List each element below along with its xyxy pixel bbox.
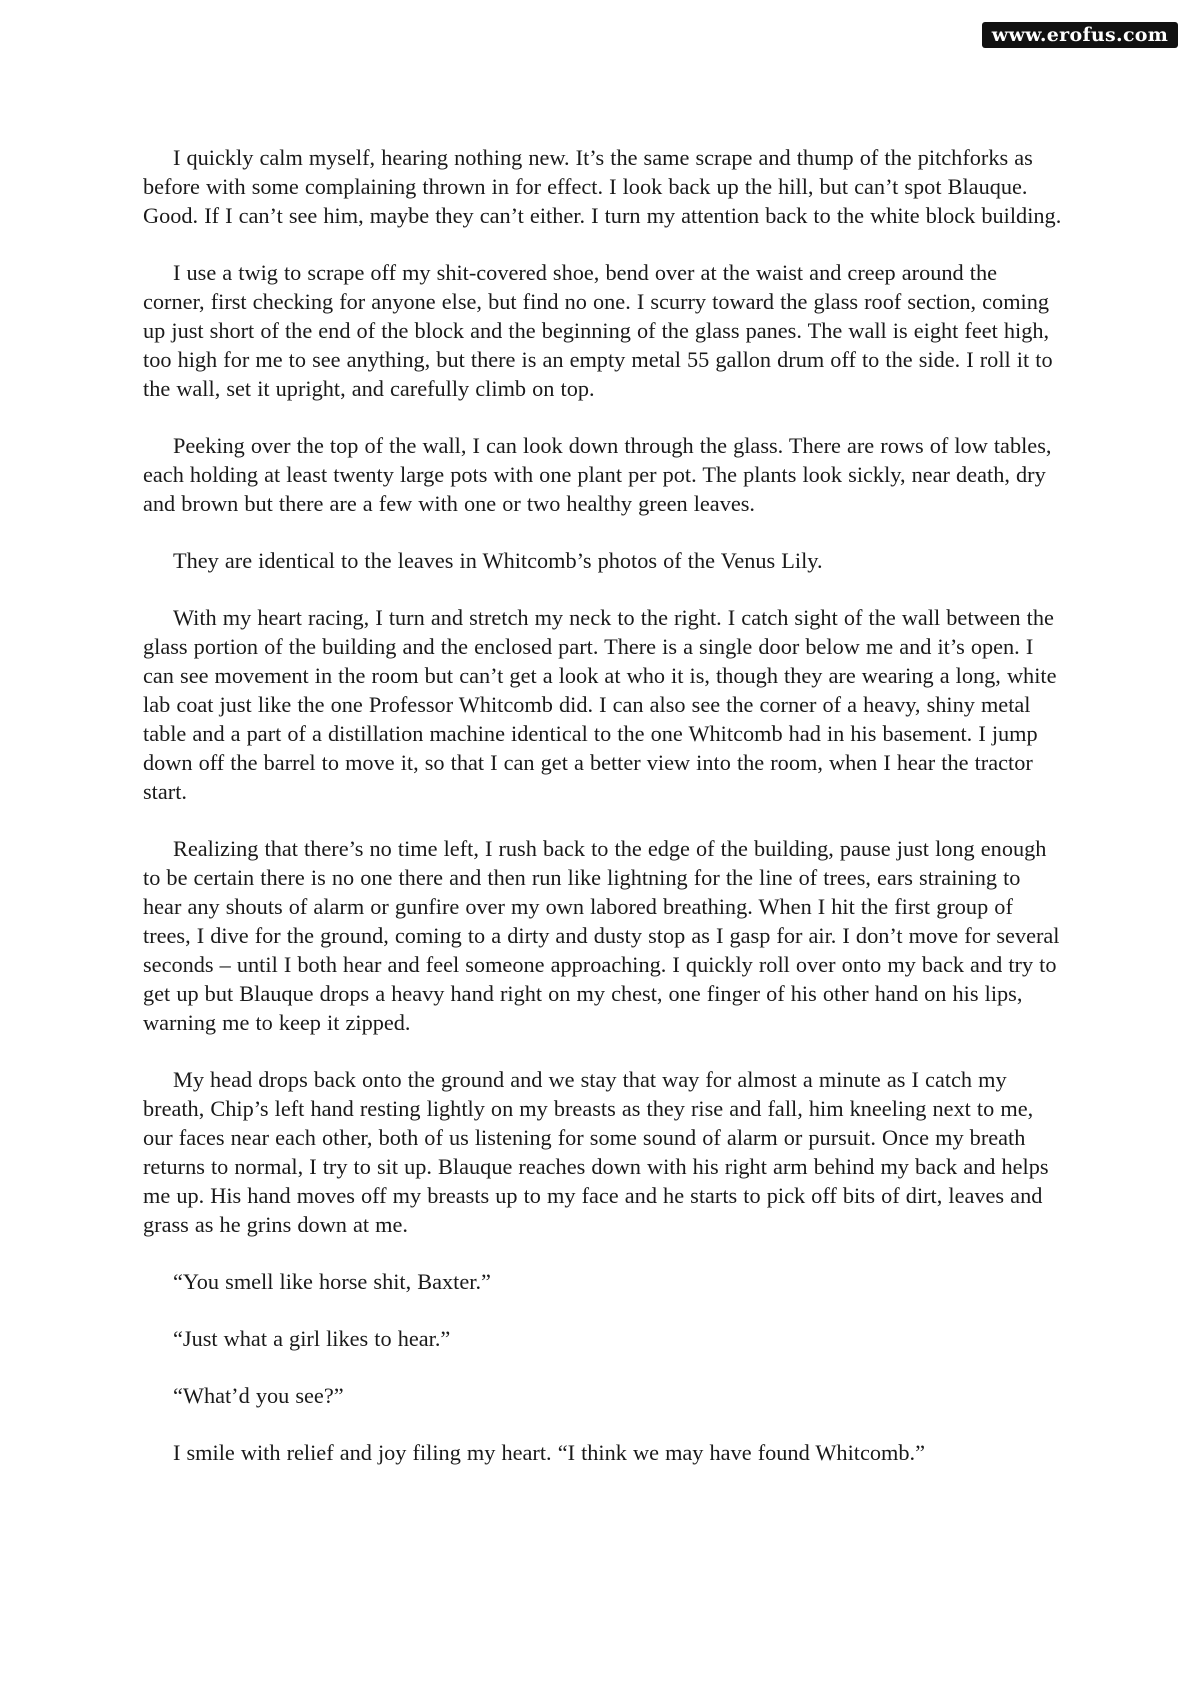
- page-text-body: [143, 143, 1063, 1495]
- site-watermark: www.erofus.com: [982, 22, 1178, 48]
- closing-line: I smile with relief and joy filing my heart. “I think we may have found Whitcomb.”: [173, 1440, 925, 1465]
- dialogue-line-2: “Just what a girl likes to hear.”: [173, 1326, 451, 1351]
- paragraph-5: With my heart racing, I turn and stretch my neck to the right. I catch sight of the wall between the glass portion of the building and the enclosed part. There is a single door below me and it’s open. I can see movement in the room but can’t get a look at who it is, though they are wearing a long, white lab coat just like the one Professor Whitcomb did. I can also see the corner of a heavy, shiny metal table and a part of a distillation machine identical to the one Whitcomb had in his basement. I jump down off the barrel to move it, so that I can get a better view into the room, when I hear the tractor start.: [143, 605, 1057, 804]
- paragraph-3: Peeking over the top of the wall, I can look down through the glass. There are rows of low tables, each holding at least twenty large pots with one plant per pot. The plants look sickly, near death, dry and brown but there are a few with one or two healthy green leaves.: [143, 433, 1052, 516]
- paragraph-7: My head drops back onto the ground and we stay that way for almost a minute as I catch my breath, Chip’s left hand resting lightly on my breasts as they rise and fall, him kneeling next to me, our faces near each other, both of us listening for some sound of alarm or pursuit. Once my breath returns to normal, I try to sit up. Blauque reaches down with his right arm behind my back and helps me up. His hand moves off my breasts up to my face and he starts to pick off bits of dirt, leaves and grass as he grins down at me.: [143, 1067, 1049, 1237]
- paragraph-4: They are identical to the leaves in Whitcomb’s photos of the Venus Lily.: [173, 548, 823, 573]
- paragraph-2: I use a twig to scrape off my shit-covered shoe, bend over at the waist and creep around the corner, first checking for anyone else, but find no one. I scurry toward the glass roof section, coming up just short of the end of the block and the beginning of the glass panes. The wall is eight feet high, too high for me to see anything, but there is an empty metal 55 gallon drum off to the side. I roll it to the wall, set it upright, and carefully climb on top.: [143, 260, 1053, 401]
- dialogue-line-3: “What’d you see?”: [173, 1383, 344, 1408]
- paragraph-6: Realizing that there’s no time left, I rush back to the edge of the building, pause just long enough to be certain there is no one there and then run like lightning for the line of trees, ears straining to hear any shouts of alarm or gunfire over my own labored breathing. When I hit the first group of trees, I dive for the ground, coming to a dirty and dusty stop as I gasp for air. I don’t move for several seconds – until I both hear and feel someone approaching. I quickly roll over onto my back and try to get up but Blauque drops a heavy hand right on my chest, one finger of his other hand on his lips, warning me to keep it zipped.: [143, 836, 1060, 1035]
- paragraph-1: I quickly calm myself, hearing nothing new. It’s the same scrape and thump of the pitchforks as before with some complaining thrown in for effect. I look back up the hill, but can’t spot Blauque. Good. If I can’t see him, maybe they can’t either. I turn my attention back to the white block building.: [143, 145, 1062, 228]
- dialogue-line-1: “You smell like horse shit, Baxter.”: [173, 1269, 491, 1294]
